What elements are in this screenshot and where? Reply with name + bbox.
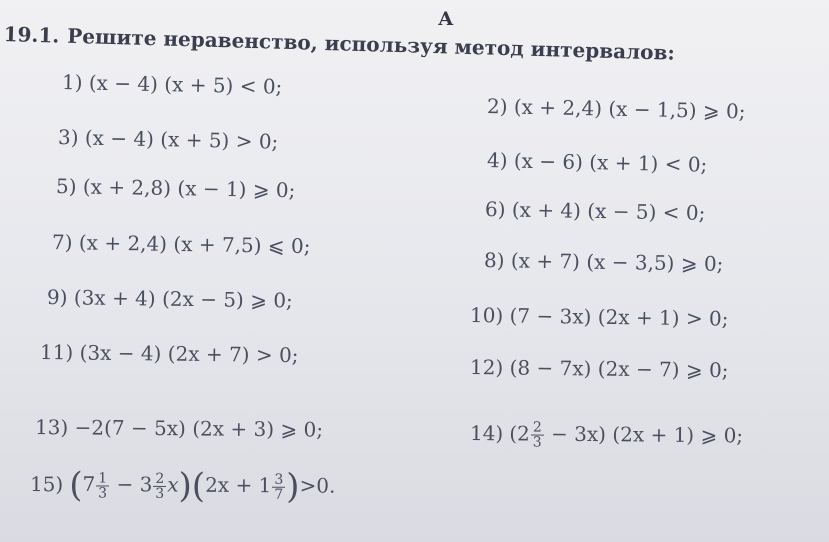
- fraction-numerator: 1: [98, 469, 108, 487]
- exercise-13: 13) −2(7 − 5x) (2x + 3) ⩾ 0;: [34, 415, 324, 442]
- exercise-15-label: 15): [29, 471, 64, 496]
- exercise-15: [29, 465, 336, 507]
- right-paren: ): [178, 466, 192, 507]
- exercise-10: 10) (7 − 3x) (2x + 1) > 0;: [469, 303, 729, 331]
- exercise-7: 7) (x + 2,4) (x + 7,5) ⩽ 0;: [51, 230, 311, 259]
- section-letter: А: [438, 8, 454, 30]
- task-instruction: Решите неравенство, используя метод интервалов:: [66, 23, 676, 65]
- exercise-5: 5) (x + 2,8) (x − 1) ⩾ 0;: [55, 174, 296, 203]
- exercise-11: 11) (3x − 4) (2x + 7) > 0;: [39, 340, 299, 368]
- exercise-15-variable: x: [167, 472, 179, 497]
- exercise-15-fraction-1: [96, 471, 109, 500]
- fraction-numerator: 2: [155, 470, 165, 487]
- fraction-denominator: 3: [532, 434, 542, 451]
- task-number: 19.1.: [3, 22, 60, 48]
- exercise-15-tail: >0.: [299, 473, 336, 498]
- exercise-15-fraction-2: [153, 471, 166, 500]
- exercise-14-open: (2: [509, 421, 530, 446]
- fraction-denominator: 3: [155, 485, 165, 502]
- exercise-3: 3) (x − 4) (x + 5) > 0;: [57, 125, 279, 154]
- exercise-15-minus: − 3: [110, 472, 153, 497]
- exercise-12: 12) (8 − 7x) (2x − 7) ⩾ 0;: [469, 355, 729, 383]
- fraction-numerator: 2: [532, 419, 542, 436]
- exercise-2: 2) (x + 2,4) (x − 1,5) ⩾ 0;: [486, 94, 746, 124]
- exercise-14: [470, 420, 743, 451]
- exercise-14-fraction: [531, 421, 544, 450]
- exercise-15-fraction-3: [272, 472, 285, 501]
- exercise-15-whole-1: 7: [82, 471, 96, 496]
- fraction-numerator: 3: [274, 471, 284, 488]
- fraction-denominator: 3: [98, 484, 108, 502]
- right-paren: ): [286, 466, 300, 507]
- exercise-1: 1) (x − 4) (x + 5) < 0;: [61, 70, 283, 99]
- exercise-15-second-factor: 2x + 1: [205, 472, 272, 498]
- exercise-14-rest: − 3x) (2x + 1) ⩾ 0;: [544, 421, 744, 448]
- exercise-4: 4) (x − 6) (x + 1) < 0;: [486, 148, 708, 177]
- exercise-8: 8) (x + 7) (x − 3,5) ⩾ 0;: [483, 248, 724, 276]
- task-header: [3, 22, 823, 69]
- fraction-denominator: 7: [274, 486, 284, 503]
- exercise-9: 9) (3x + 4) (2x − 5) ⩾ 0;: [46, 285, 293, 313]
- left-paren: (: [69, 465, 83, 506]
- left-paren: (: [191, 466, 206, 507]
- exercise-6: 6) (x + 4) (x − 5) < 0;: [484, 197, 706, 225]
- exercise-14-label: 14): [469, 421, 504, 446]
